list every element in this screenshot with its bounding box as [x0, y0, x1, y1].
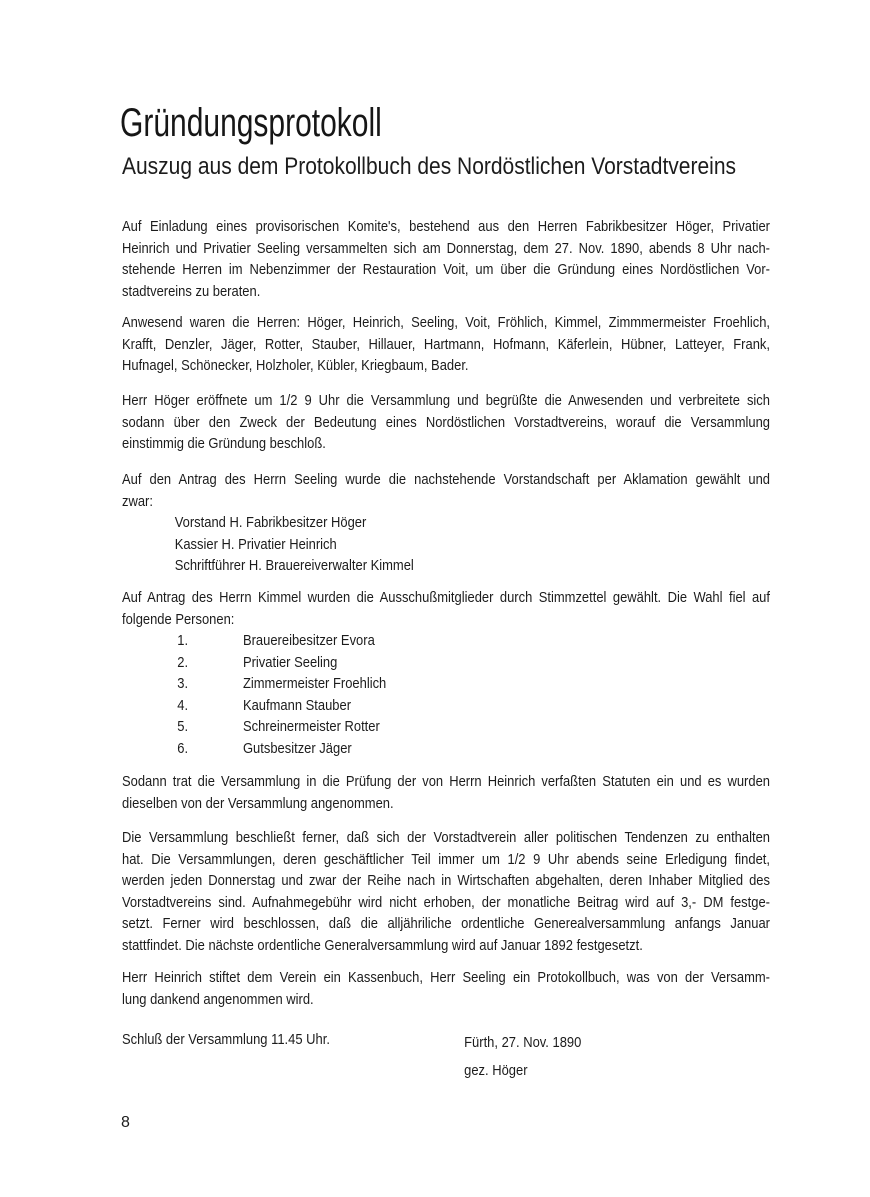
list-item-number: 5. — [177, 718, 189, 735]
paragraph-attendees — [122, 312, 770, 377]
list-item-number: 1. — [177, 632, 189, 649]
board-member-line: Vorstand H. Fabrikbesitzer Höger — [174, 514, 367, 531]
text-line: setzt. Ferner wird beschlossen, daß die alljähriliche ordentliche Generealversammlung anfangs Januar — [122, 915, 770, 932]
list-item-text: Brauereibesitzer Evora — [242, 632, 375, 649]
list-item-text: Privatier Seeling — [242, 653, 338, 671]
text-line: dieselben von der Versammlung angenommen. — [122, 794, 394, 812]
paragraph-resolutions — [122, 827, 770, 956]
text-line: Auf Antrag des Herrn Kimmel wurden die Ausschußmitglieder durch Stimmzettel gewählt. Die Wahl fiel auf — [122, 589, 770, 606]
paragraph-board-election — [122, 469, 770, 577]
closing-signed-by: gez. Höger — [464, 1061, 528, 1079]
paragraph-statutes — [122, 771, 770, 814]
list-item-text: Schreinermeister Rotter — [242, 718, 380, 735]
text-line: Die Versammlung beschließt ferner, daß sich der Vorstadtverein aller politischen Tendenzen zu enthalten — [122, 829, 770, 846]
list-item-text: Gutsbesitzer Jäger — [242, 739, 352, 757]
text-line: Anwesend waren die Herren: Höger, Heinrich, Seeling, Voit, Fröhlich, Kimmel, Zimmmermeister Froehlich, — [122, 314, 770, 331]
list-item-number: 3. — [177, 675, 189, 692]
text-line: hat. Die Versammlungen, deren geschäftlicher Teil immer um 1/2 9 Uhr abends seine Erledigung findet, — [122, 850, 770, 868]
list-item — [177, 652, 770, 674]
text-line: sodann über den Zweck der Bedeutung eines Nordöstlichen Vorstadtvereins, worauf die Versammlung — [122, 413, 770, 431]
list-item — [177, 695, 770, 717]
list-item-number: 6. — [177, 739, 189, 757]
text-line: Herr Höger eröffnete um 1/2 9 Uhr die Versammlung und begrüßte die Anwesenden und verbreitete sich — [122, 392, 770, 409]
list-item — [177, 630, 770, 652]
text-line: werden jeden Donnerstag und zwar der Reihe nach in Wirtschaften abgehalten, deren Inhaber Mitglied des — [122, 872, 770, 889]
text-line: Auf Einladung eines provisorischen Komite's, bestehend aus den Herren Fabrikbesitzer Höger, Privatier — [122, 218, 770, 235]
page-title: Gründungsprotokoll — [120, 101, 382, 145]
text-line: lung dankend angenommen wird. — [122, 990, 314, 1008]
list-item — [177, 673, 770, 695]
paragraph-committee-election — [122, 587, 770, 759]
paragraph-introduction — [122, 216, 770, 302]
text-line: einstimmig die Gründung beschloß. — [122, 435, 326, 452]
text-line: Krafft, Denzler, Jäger, Rotter, Stauber, Hillauer, Hartmann, Hofmann, Käferlein, Hübner, Latteyer, Frank, — [122, 335, 770, 353]
text-line: folgende Personen: — [122, 610, 235, 628]
list-item — [177, 738, 770, 760]
list-item-number: 2. — [177, 653, 189, 671]
text-line: Herr Heinrich stiftet dem Verein ein Kassenbuch, Herr Seeling ein Protokollbuch, was von der Versamm- — [122, 969, 770, 986]
board-member-line: Schriftführer H. Brauereiverwalter Kimmel — [174, 557, 414, 574]
list-item-text: Zimmermeister Froehlich — [242, 675, 387, 692]
text-line: stattfindet. Die nächste ordentliche Generalversammlung wird auf Januar 1892 festgesetzt. — [122, 936, 643, 954]
text-line: Heinrich und Privatier Seeling versammelten sich am Donnerstag, dem 27. Nov. 1890, abends 8 Uhr nach- — [122, 239, 770, 257]
text-line: Hufnagel, Schönecker, Holzholer, Kübler, Kriegbaum, Bader. — [122, 357, 469, 374]
list-item — [177, 716, 770, 738]
closing-signature — [464, 1029, 581, 1084]
text-line: stehende Herren im Nebenzimmer der Restauration Voit, um über die Gründung eines Nordöstlichen Vor- — [122, 261, 770, 278]
paragraph-opening — [122, 390, 770, 455]
list-item-text: Kaufmann Stauber — [242, 696, 352, 714]
closing-time: Schluß der Versammlung 11.45 Uhr. — [122, 1031, 330, 1048]
page-subtitle: Auszug aus dem Protokollbuch des Nordöstlichen Vorstadtvereins — [122, 153, 737, 180]
paragraph-donations — [122, 967, 770, 1010]
page-number: 8 — [121, 1114, 130, 1131]
board-member-line: Kassier H. Privatier Heinrich — [174, 535, 337, 553]
text-line: Sodann trat die Versammlung in die Prüfung der von Herrn Heinrich verfaßten Statuten ein und es wurden — [122, 773, 770, 790]
text-line: Auf den Antrag des Herrn Seeling wurde die nachstehende Vorstandschaft per Aklamation gewählt und — [122, 471, 770, 488]
list-item-number: 4. — [177, 696, 189, 714]
text-line: Vorstadtvereins sind. Aufnahmegebühr wird nicht erhoben, der monatliche Beitrag wird auf 3,- DM festge- — [122, 893, 770, 911]
text-line: stadtvereins zu beraten. — [122, 282, 261, 300]
closing-block — [122, 1029, 770, 1109]
closing-place-date: Fürth, 27. Nov. 1890 — [464, 1034, 582, 1051]
text-line: zwar: — [122, 492, 153, 510]
